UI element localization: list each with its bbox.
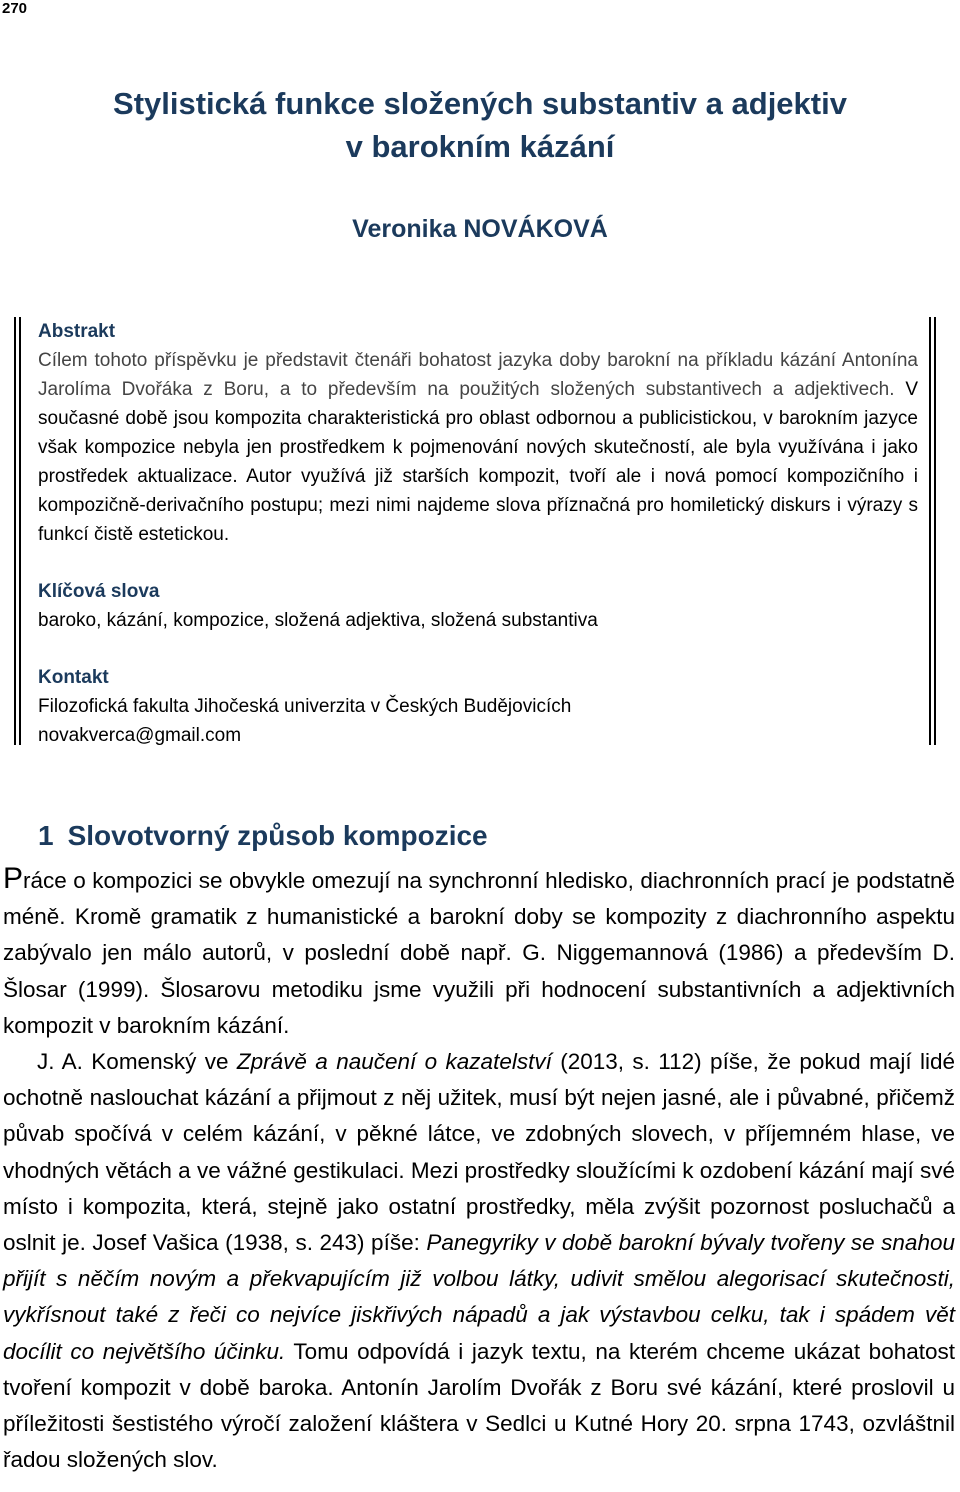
abstract-left-rule bbox=[14, 317, 21, 745]
article-title-line-2: v barokním kázání bbox=[345, 129, 615, 164]
keywords-label: Klíčová slova bbox=[38, 581, 160, 602]
page-number: 270 bbox=[2, 0, 28, 17]
abstract-text-intro: Cílem tohoto příspěvku je představit čtenáři bohatost jazyka doby barokní na příkladu kázání Antonína Jarolíma Dvořáka z Boru, a to především na použitých složených substantivech a adjektivech. bbox=[38, 350, 918, 400]
paragraph-2-italic-title: Zprávě a naučení o kazatelství bbox=[236, 1049, 552, 1075]
paragraph-1 bbox=[3, 863, 955, 1044]
section-title: Slovotvorný způsob kompozice bbox=[67, 820, 488, 851]
abstract-text bbox=[38, 346, 918, 549]
contact-email: novakverca@gmail.com bbox=[38, 725, 242, 746]
article-title-line-1: Stylistická funkce složených substantiv a adjektiv bbox=[113, 86, 847, 121]
paragraph-1-text: ráce o kompozici se obvykle omezují na synchronní hledisko, diachronních prací je podstatně méně. Kromě gramatik z humanistické a barokní doby se kompozity z diachronního aspektu zabývalo jen málo autorů, v poslední době např. G. Niggemannová (1986) a především D. Šlosar (1999). Šlosarovu metodiku jsme využili při hodnocení substantivních a adjektivních kompozit v barokním kázání. bbox=[3, 868, 955, 1038]
contact-label: Kontakt bbox=[38, 667, 109, 688]
abstract-text-main: V současné době jsou kompozita charakteristická pro oblast odbornou a publicistickou, v barokním jazyce však kompozice nebyla jen prostředkem k pojmenování nových skutečností, ale byla využívána i jako prostředek aktualizace. Autor využívá již starších kompozit, tvoří ale i nová pomocí kompozičního i kompozičně-derivačního postupu; mezi nimi najdeme slova příznačná pro homiletický diskurs i výrazy s funkcí čistě estetickou. bbox=[38, 379, 918, 545]
paragraph-2-italic-quote: Panegyriky v době barokní bývaly tvořeny se snahou přijít s něčím novým a překvapujícím již volbou látky, udivit smělou alegorisací skutečnosti, vykřísnout také z řeči co nejvíce jiskřivých nápadů a jak výstavbou celku, tak i spádem vět docílit co největšího účinku. bbox=[3, 1230, 955, 1364]
paragraph-2-part-a: J. A. Komenský ve bbox=[37, 1049, 237, 1075]
paragraph-2-part-c: Tomu odpovídá i jazyk textu, na kterém chceme ukázat bohatost tvoření kompozit v době baroka. Antonín Jarolím Dvořák z Boru své kázání, které proslovil u příležitosti šestistého výročí založení kláštera v Sedlci u Kutné Hory 20. srpna 1743, ozvláštnil řadou složených slov. bbox=[3, 1338, 955, 1473]
section-heading bbox=[38, 816, 488, 856]
article-author: Veronika NOVÁKOVÁ bbox=[352, 215, 608, 243]
section-number: 1 bbox=[38, 820, 54, 851]
keywords-text: baroko, kázání, kompozice, složená adjektiva, složená substantiva bbox=[38, 610, 598, 631]
abstract-box bbox=[14, 317, 936, 745]
article-title bbox=[0, 82, 960, 168]
abstract-right-rule bbox=[929, 317, 936, 745]
abstract-label: Abstrakt bbox=[38, 321, 116, 342]
paragraph-2-part-b: (2013, s. 112) píše, že pokud mají lidé ochotně naslouchat kázání a přijmout z něj užitek, musí být nejen jasné, ale i půvabné, přičemž půvab spočívá v celém kázání, v pěkné látce, ve zdobných slovech, v příjemném hlase, ve vhodných větách a ve vážné gestikulaci. Mezi prostředky sloužícími k ozdobení kázání mají své místo i kompozita, která, stejně jako ostatní prostředky, měla zvýšit pozornost posluchačů a oslnit je. Josef Vašica (1938, s. 243) píše: bbox=[3, 1049, 955, 1256]
paragraph-2 bbox=[3, 1044, 955, 1478]
section-body bbox=[3, 863, 955, 1478]
dropcap-letter: P bbox=[3, 862, 24, 895]
abstract-content bbox=[38, 317, 918, 750]
contact-affiliation: Filozofická fakulta Jihočeská univerzita v Českých Budějovicích bbox=[38, 696, 572, 717]
